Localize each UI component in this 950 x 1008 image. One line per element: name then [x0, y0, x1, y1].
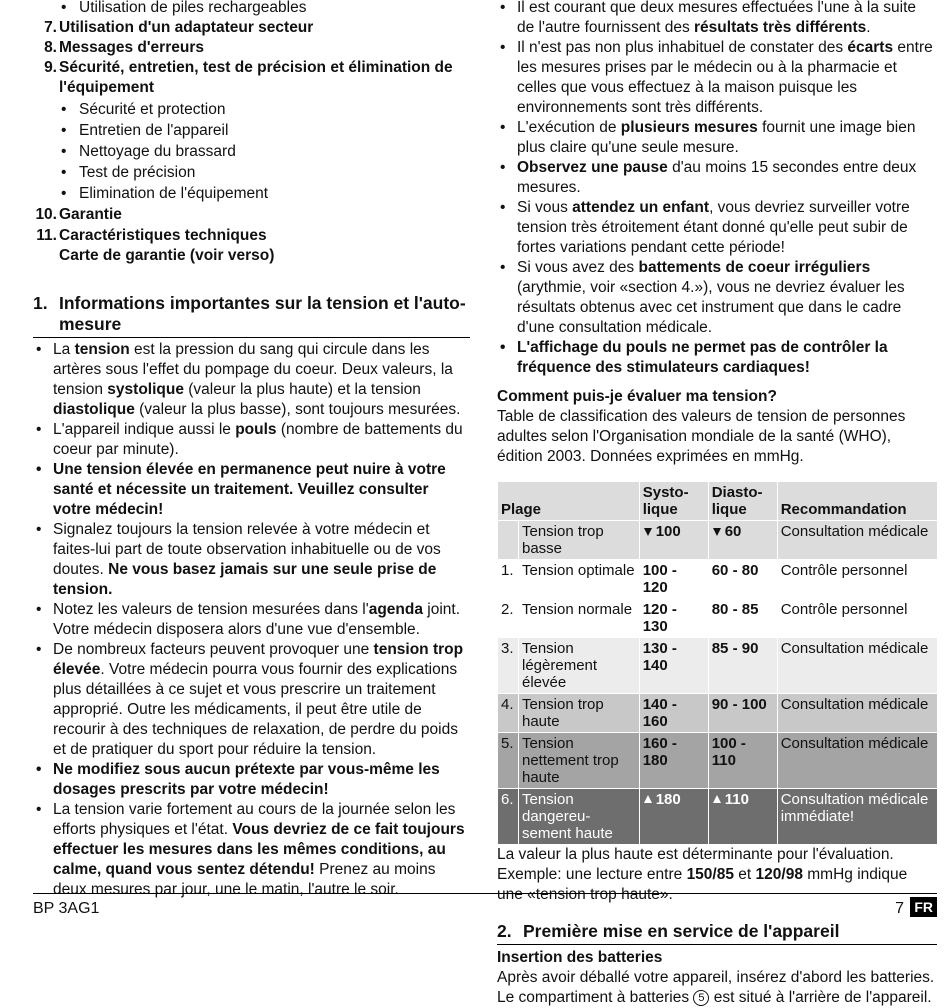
paragraph: Le compartiment à batteries 5 est situé à l'arrière de l'appareil. — [497, 989, 932, 1006]
toc-item: 9. Sécurité, entretien, test de précision et élimination de l'équipement — [44, 59, 453, 96]
toc-item: 7. Utilisation d'un adaptateur secteur — [44, 19, 314, 36]
language-badge: FR — [910, 897, 937, 917]
header-systolic: Systo- lique — [639, 482, 708, 521]
toc-item: 11. Caractéristiques techniques Carte de garantie (voir verso) — [36, 227, 275, 264]
page-number: 7 — [895, 900, 904, 917]
section-rule — [33, 337, 470, 338]
bullet-item: • Ne modifiez sous aucun prétexte par vous-même les dosages prescrits par votre médecin! — [33, 760, 470, 800]
table-row — [498, 733, 938, 789]
arrow-up-icon — [712, 794, 722, 805]
bullet-item: • Notez les valeurs de tension mesurées dans l'agenda joint. Votre médecin disposera alors d'une vue d'ensemble. — [33, 600, 470, 640]
paragraph: Après avoir déballé votre appareil, insérez d'abord les batteries. — [497, 969, 935, 986]
row-number: 6. — [498, 789, 519, 845]
callout-number: 5 — [693, 990, 709, 1006]
row-recommendation: Consultation médicale — [777, 733, 937, 789]
table-row — [498, 789, 938, 845]
row-label: Tension dangereu-sement haute — [519, 789, 640, 845]
subheading: Comment puis-je évaluer ma tension? — [497, 388, 777, 405]
bullet-item: • Signalez toujours la tension relevée à votre médecin et faites-lui part de toute observation inhabituelle ou de vos doutes. Ne vous basez jamais sur une seule prise de tension. — [33, 520, 470, 600]
toc-item: • Test de précision — [33, 163, 470, 183]
subheading: Insertion des batteries — [497, 949, 663, 966]
row-diastolic: 80 - 85 — [708, 599, 777, 638]
header-recommandation: Recommandation — [777, 482, 937, 521]
arrow-down-icon — [712, 526, 722, 537]
section-heading: 2. Première mise en service de l'appareil — [497, 921, 840, 941]
classification-table — [497, 481, 938, 845]
toc-item: • Sécurité et protection — [33, 100, 470, 120]
row-diastolic: 60 - 80 — [708, 560, 777, 599]
row-number: 2. — [498, 599, 519, 638]
row-label: Tension optimale — [519, 560, 640, 599]
row-recommendation: Consultation médicale — [777, 638, 937, 694]
paragraph: Exemple: une lecture entre 150/85 et 120/98 mmHg indique une «tension trop haute». — [497, 866, 908, 903]
row-diastolic: 85 - 90 — [708, 638, 777, 694]
row-label: Tension nettement trop haute — [519, 733, 640, 789]
bullet-item: • La tension varie fortement au cours de la journée selon les efforts physiques et l'état. Vous devriez de ce fait toujours effectuer les mesures dans les mêmes conditions, au calme, quand vous sentez détendu! Prenez au moins deux mesures par jour, une le matin, l'autre le soir. — [33, 800, 470, 900]
row-systolic: 160 - 180 — [639, 733, 708, 789]
toc-item: • Nettoyage du brassard — [33, 142, 470, 162]
bullet-item: • L'exécution de plusieurs mesures fournit une image bien plus claire qu'une seule mesure. — [497, 118, 937, 158]
table-row — [498, 599, 938, 638]
left-column — [33, 0, 470, 900]
row-label: Tension normale — [519, 599, 640, 638]
row-number: 4. — [498, 694, 519, 733]
bullet-item: • Si vous avez des battements de coeur irréguliers (arythmie, voir «section 4.»), vous ne devriez évaluer les résultats obtenus avec cet instrument que dans le cadre d'une consultation médicale. — [497, 258, 937, 338]
row-recommendation: Consultation médicale immédiate! — [777, 789, 937, 845]
row-number — [498, 521, 519, 560]
table-row — [498, 560, 938, 599]
arrow-up-icon — [643, 794, 653, 805]
page-footer — [33, 893, 937, 922]
row-recommendation: Contrôle personnel — [777, 599, 937, 638]
row-systolic: 100 - 120 — [639, 560, 708, 599]
row-systolic: 100 — [639, 521, 708, 560]
row-number: 5. — [498, 733, 519, 789]
row-number: 1. — [498, 560, 519, 599]
toc-item: 8. Messages d'erreurs — [44, 39, 204, 56]
row-systolic: 130 - 140 — [639, 638, 708, 694]
row-diastolic: 90 - 100 — [708, 694, 777, 733]
toc-item: 10. Garantie — [35, 206, 122, 223]
row-number: 3. — [498, 638, 519, 694]
bullet-item: • De nombreux facteurs peuvent provoquer une tension trop élevée. Votre médecin pourra vous fournir des explications plus détaillées à ce sujet et vous prescrire un traitement approprié. Outre les médicaments, il peut être utile de recourir à des techniques de relaxation, de perdre du poids et de pratiquer du sport pour réduire la tension. — [33, 640, 470, 760]
row-label: Tension trop basse — [519, 521, 640, 560]
bullet-item: • L'appareil indique aussi le pouls (nombre de battements du coeur par minute). — [33, 420, 470, 460]
arrow-down-icon — [643, 526, 653, 537]
row-systolic: 140 - 160 — [639, 694, 708, 733]
row-systolic: 120 - 130 — [639, 599, 708, 638]
bullet-item: • Si vous attendez un enfant, vous devriez surveiller votre tension très étroitement étant donné qu'elle peut subir de fortes variations pendant cette période! — [497, 198, 937, 258]
toc-item: • Elimination de l'équipement — [33, 184, 470, 204]
row-label: Tension trop haute — [519, 694, 640, 733]
bullet-item: • La tension est la pression du sang qui circule dans les artères sous l'effet du pompage du coeur. Deux valeurs, la tension systolique (valeur la plus haute) et la tension diastolique (valeur la plus basse), sont toujours mesurées. — [33, 340, 470, 420]
right-column — [497, 0, 937, 1008]
row-diastolic: 110 — [708, 789, 777, 845]
row-recommendation: Contrôle personnel — [777, 560, 937, 599]
model-name: BP 3AG1 — [33, 900, 100, 917]
bullet-item: • Observez une pause d'au moins 15 secondes entre deux mesures. — [497, 158, 937, 198]
row-diastolic: 60 — [708, 521, 777, 560]
header-plage: Plage — [498, 482, 640, 521]
row-label: Tension légèrement élevée — [519, 638, 640, 694]
section-heading: 1. Informations importantes sur la tension et l'auto- mesure — [33, 293, 466, 334]
paragraph: Table de classification des valeurs de tension de personnes adultes selon l'Organisation mondiale de la santé (WHO), édition 2003. Données exprimées en mmHg. — [497, 408, 906, 465]
toc-item: • Utilisation de piles rechargeables — [33, 0, 470, 18]
bullet-item: • Une tension élevée en permanence peut nuire à votre santé et nécessite un traitement. Veuillez consulter votre médecin! — [33, 460, 470, 520]
row-recommendation: Consultation médicale — [777, 521, 937, 560]
paragraph: La valeur la plus haute est déterminante pour l'évaluation. — [497, 846, 894, 863]
table-row — [498, 694, 938, 733]
table-body — [498, 521, 938, 845]
section-rule — [497, 944, 937, 945]
table-row — [498, 521, 938, 560]
bullet-item: • Il n'est pas non plus inhabituel de constater des écarts entre les mesures prises par le médecin ou à la pharmacie et celles que vous effectuez à la maison puisque les environnements sont très différents. — [497, 38, 937, 118]
toc-item: • Entretien de l'appareil — [33, 121, 470, 141]
table-header-row — [498, 482, 938, 521]
header-diastolic: Diasto- lique — [708, 482, 777, 521]
bullet-item: • L'affichage du pouls ne permet pas de contrôler la fréquence des stimulateurs cardiaques! — [497, 338, 937, 378]
table-row — [498, 638, 938, 694]
row-systolic: 180 — [639, 789, 708, 845]
row-recommendation: Consultation médicale — [777, 694, 937, 733]
bullet-item: • Il est courant que deux mesures effectuées l'une à la suite de l'autre fournissent des résultats très différents. — [497, 0, 937, 38]
row-diastolic: 100 - 110 — [708, 733, 777, 789]
